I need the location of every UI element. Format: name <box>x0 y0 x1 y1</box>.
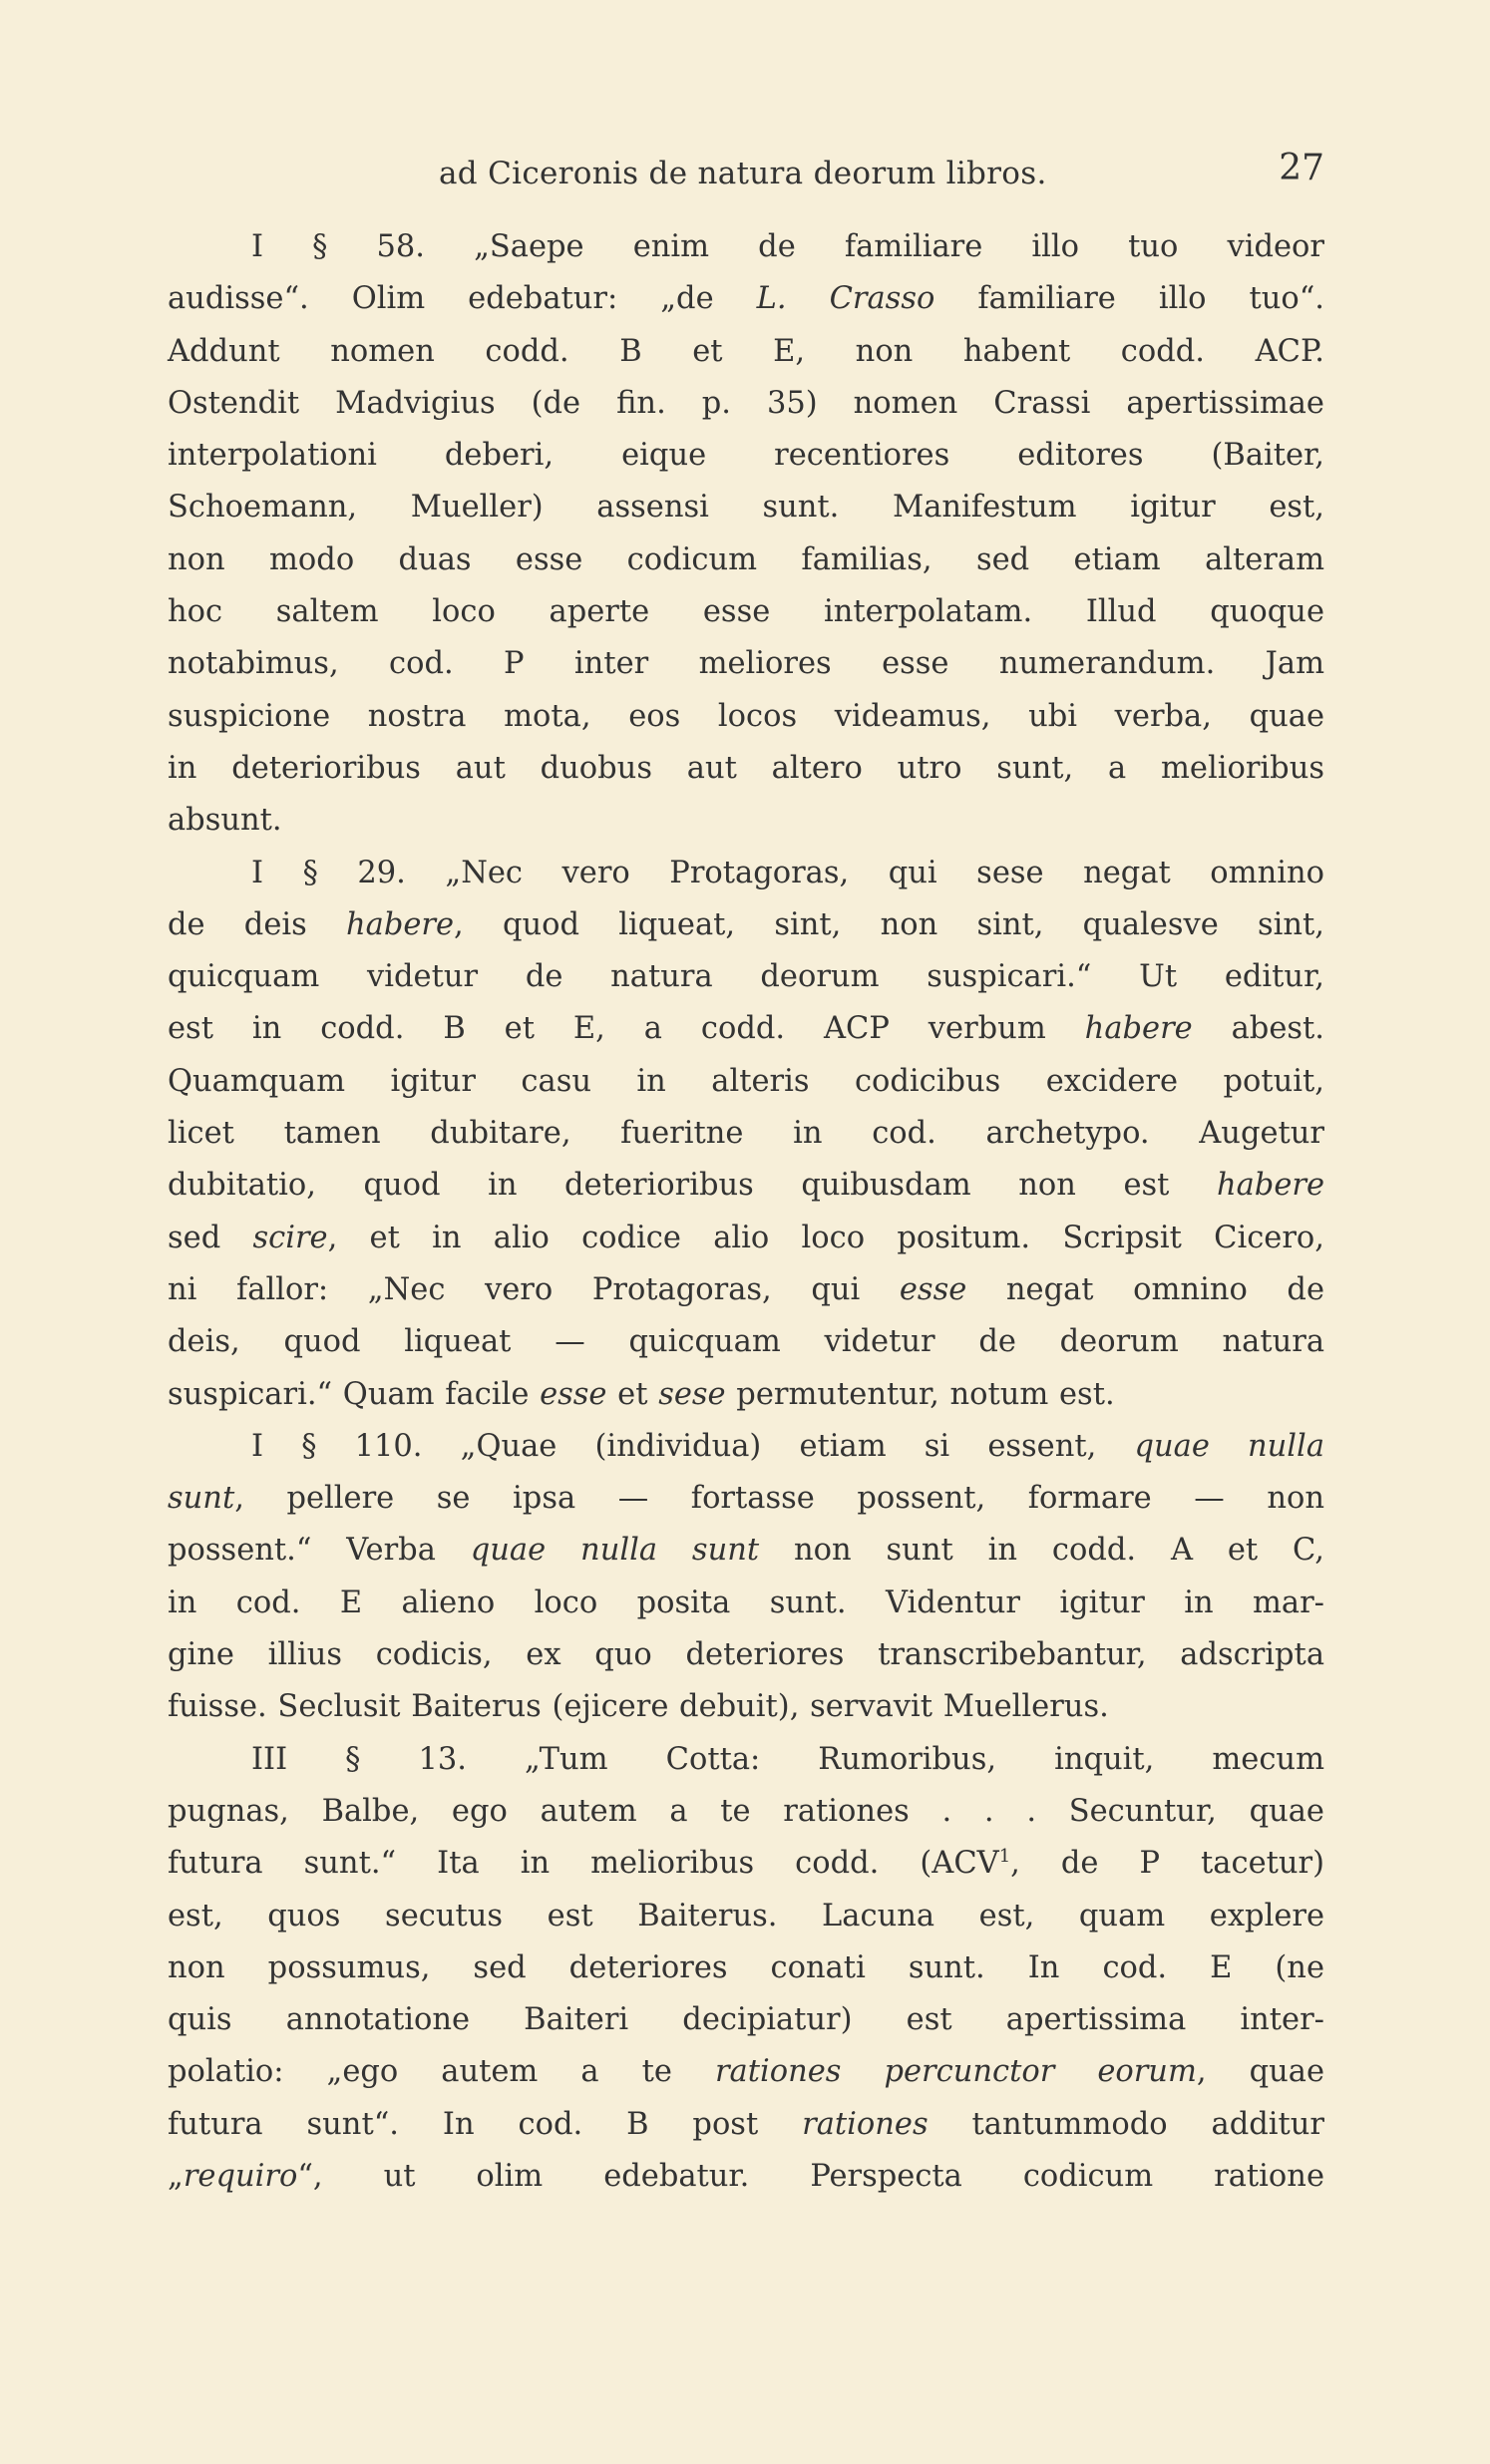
text-segment: est in codd. B et E, a codd. ACP verbum <box>168 1011 1085 1047</box>
text-segment: licet tamen dubitare, fueritne in cod. archetypo. Augetur <box>168 1116 1324 1152</box>
text-segment: Ostendit Madvigius (de fin. p. 35) nomen Crassi apertissimae <box>168 385 1324 421</box>
text-segment: de deis <box>168 906 347 942</box>
text-segment: futura sunt“. In cod. B post <box>168 2106 803 2142</box>
text-segment: I § 58. „Saepe enim de familiare illo tuo videor <box>251 229 1324 264</box>
text-line <box>168 1681 1324 1733</box>
text-line <box>168 430 1324 482</box>
text-segment: suspicari.“ Quam facile <box>168 1376 541 1412</box>
italic-text: esse <box>540 1376 607 1412</box>
text-segment: III § 13. „Tum Cotta: Rumoribus, inquit, mecum <box>251 1741 1324 1777</box>
text-line <box>168 1369 1324 1421</box>
text-line <box>168 795 1324 847</box>
text-line <box>168 743 1324 795</box>
text-line <box>168 378 1324 430</box>
text-line <box>168 848 1324 899</box>
italic-text: rationes percunctor eorum <box>714 2054 1197 2090</box>
text-segment: non modo duas esse codicum familias, sed etiam alteram <box>168 541 1324 577</box>
text-line <box>168 638 1324 690</box>
text-segment: deis, quod liqueat — quicquam videtur de deorum natura <box>168 1324 1324 1360</box>
text-line <box>168 482 1324 533</box>
text-segment: permutentur, notum est. <box>725 1376 1115 1412</box>
text-line <box>168 691 1324 743</box>
text-segment: “, ut olim edebatur. Perspecta codicum ratione <box>297 2158 1324 2194</box>
text-line <box>168 326 1324 378</box>
text-segment: Addunt nomen codd. B et E, non habent codd. ACP. <box>168 333 1324 369</box>
text-line <box>168 586 1324 638</box>
italic-text: L. Crasso <box>756 281 935 317</box>
italic-text: habere <box>1216 1168 1324 1204</box>
text-segment: , quae <box>1196 2054 1325 2090</box>
text-segment: Schoemann, Mueller) assensi sunt. Manifestum igitur est, <box>168 490 1324 526</box>
italic-text: esse <box>899 1271 967 1307</box>
text-segment: , quod liqueat, sint, non sint, qualesve sint, <box>454 906 1324 942</box>
text-segment: dubitatio, quod in deterioribus quibusdam non est <box>168 1168 1217 1204</box>
text-line <box>168 1108 1324 1160</box>
text-segment: I § 110. „Quae (individua) etiam si essent, <box>251 1428 1135 1464</box>
text-line <box>168 1838 1324 1890</box>
text-segment: , de P tacetur) <box>1010 1846 1325 1882</box>
italic-text: habere <box>346 906 455 942</box>
text-segment: „ <box>168 2158 184 2194</box>
text-segment: non sunt in codd. A et C, <box>759 1533 1324 1569</box>
superscript: 1 <box>998 1846 1011 1868</box>
text-segment: quis annotatione Baiteri decipiatur) est apertissima inter- <box>168 2002 1324 2038</box>
text-segment: tantummodo additur <box>928 2106 1324 2142</box>
text-line <box>168 273 1324 325</box>
text-line <box>168 1421 1324 1473</box>
text-line <box>168 2099 1324 2151</box>
text-segment: Quamquam igitur casu in alteris codicibus excidere potuit, <box>168 1063 1324 1099</box>
italic-text: quae nulla <box>1134 1428 1324 1464</box>
text-segment: , pellere se ipsa — fortasse possent, formare — non <box>234 1481 1324 1517</box>
text-line <box>168 2151 1324 2203</box>
text-segment: I § 29. „Nec vero Protagoras, qui sese negat omnino <box>251 855 1324 890</box>
text-segment: non possumus, sed deteriores conati sunt. In cod. E (ne <box>168 1949 1324 1985</box>
text-line <box>168 221 1324 273</box>
text-segment: gine illius codicis, ex quo deteriores transcribebantur, adscripta <box>168 1637 1324 1673</box>
text-line <box>168 1942 1324 1994</box>
italic-text: sese <box>658 1376 726 1412</box>
text-segment: est, quos secutus est Baiterus. Lacuna est, quam explere <box>168 1898 1324 1934</box>
italic-text: requiro <box>183 2158 298 2194</box>
text-segment: et <box>606 1376 659 1412</box>
text-line <box>168 1629 1324 1681</box>
text-segment: in deterioribus aut duobus aut altero utro sunt, a melioribus <box>168 750 1324 786</box>
text-line <box>168 1734 1324 1786</box>
text-segment: suspicione nostra mota, eos locos videamus, ubi verba, quae <box>168 698 1324 734</box>
text-segment: pugnas, Balbe, ego autem a te rationes . . . Secuntur, quae <box>168 1793 1324 1829</box>
text-line <box>168 1994 1324 2046</box>
text-segment: sed <box>168 1220 253 1255</box>
text-segment: , et in alio codice alio loco positum. Scripsit Cicero, <box>327 1220 1324 1255</box>
text-segment: hoc saltem loco aperte esse interpolatam. Illud quoque <box>168 594 1324 630</box>
text-line <box>168 1003 1324 1055</box>
text-line <box>168 951 1324 1003</box>
text-segment: ni fallor: „Nec vero Protagoras, qui <box>168 1271 900 1307</box>
body-text <box>168 221 1324 2203</box>
text-line <box>168 1473 1324 1525</box>
text-line <box>168 1056 1324 1108</box>
text-segment: possent.“ Verba <box>168 1533 471 1569</box>
text-segment: futura sunt.“ Ita in melioribus codd. (ACV <box>168 1846 999 1882</box>
header-title: ad Ciceronis de natura deorum libros. <box>439 156 1047 191</box>
italic-text: habere <box>1084 1011 1193 1047</box>
text-segment: abest. <box>1192 1011 1324 1047</box>
text-line <box>168 534 1324 586</box>
running-header <box>168 148 1324 195</box>
text-line <box>168 1264 1324 1316</box>
text-line <box>168 1525 1324 1577</box>
text-line <box>168 1891 1324 1942</box>
text-segment: notabimus, cod. P inter meliores esse numerandum. Jam <box>168 646 1324 682</box>
text-line <box>168 2046 1324 2098</box>
text-segment: fuisse. Seclusit Baiterus (ejicere debuit), servavit Muellerus. <box>168 1689 1109 1725</box>
text-segment: absunt. <box>168 803 282 839</box>
text-line <box>168 1316 1324 1368</box>
text-segment: polatio: „ego autem a te <box>168 2054 715 2090</box>
text-line <box>168 1578 1324 1629</box>
text-line <box>168 899 1324 951</box>
text-segment: quicquam videtur de natura deorum suspicari.“ Ut editur, <box>168 959 1324 995</box>
text-segment: negat omnino de <box>966 1271 1324 1307</box>
text-segment: audisse“. Olim edebatur: „de <box>168 281 757 317</box>
text-line <box>168 1213 1324 1264</box>
italic-text: quae nulla sunt <box>470 1533 760 1569</box>
text-segment: interpolationi deberi, eique recentiores editores (Baiter, <box>168 438 1324 474</box>
text-segment: familiare illo tuo“. <box>934 281 1324 317</box>
text-line <box>168 1160 1324 1212</box>
italic-text: sunt <box>168 1481 235 1517</box>
italic-text: rationes <box>802 2106 929 2142</box>
text-segment: in cod. E alieno loco posita sunt. Videntur igitur in mar- <box>168 1584 1324 1620</box>
page-number: 27 <box>1279 148 1324 188</box>
text-line <box>168 1786 1324 1838</box>
italic-text: scire <box>252 1220 328 1255</box>
